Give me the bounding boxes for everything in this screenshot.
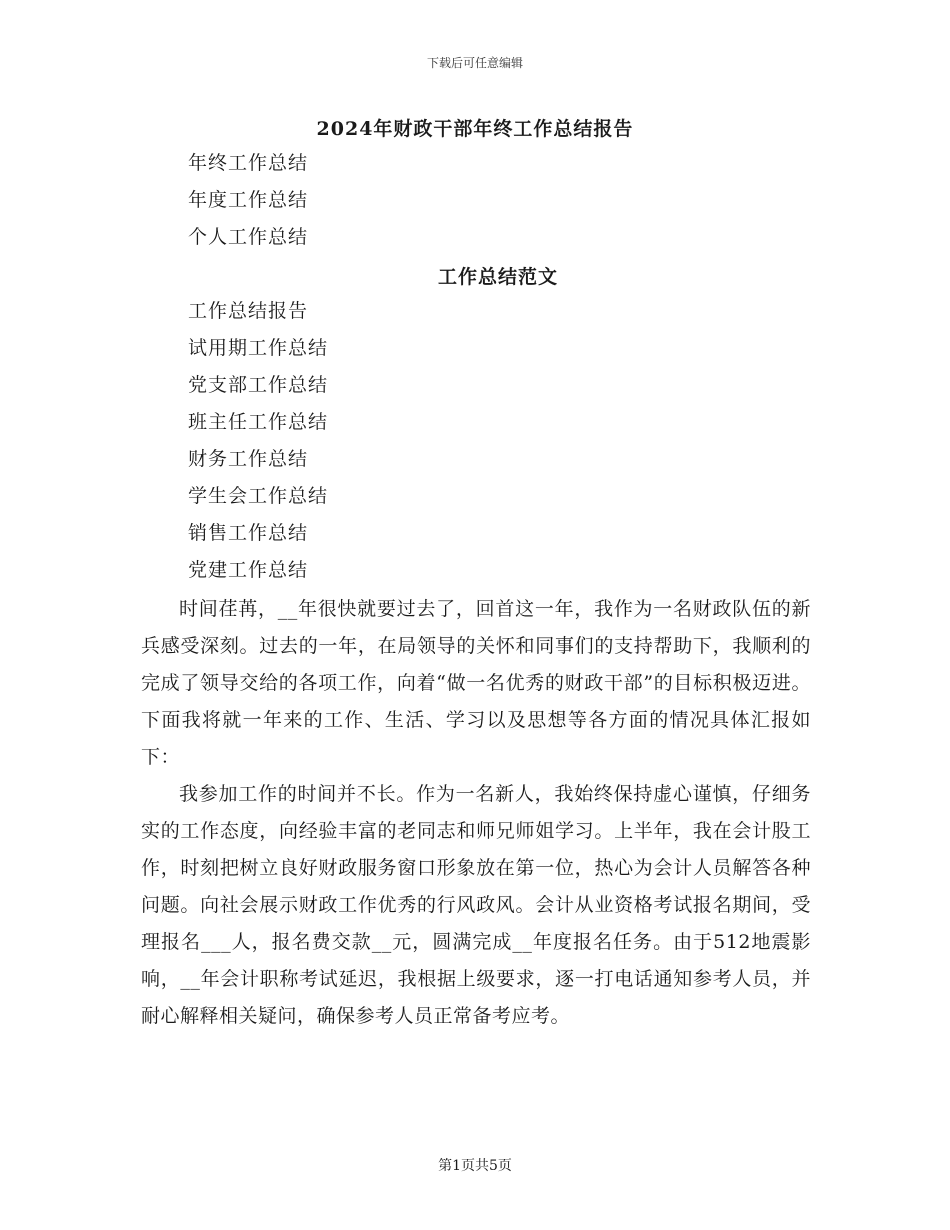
page-number: 第1页共5页: [438, 1158, 512, 1174]
section-subtitle: 工作总结范文: [437, 266, 558, 288]
summary-link-annual[interactable]: 年度工作总结: [188, 189, 309, 211]
summary-link-personal[interactable]: 个人工作总结: [188, 226, 309, 248]
body-paragraph: 时间荏苒，__年很快就要过去了，回首这一年，我作为一名财政队伍的新兵感受深刻。过去的一年，在局领导的关怀和同事们的支持帮助下，我顺利的完成了领导交给的各项工作，向着“做一名优秀的财政干部”的目标积极迈进。下面我将就一年来的工作、生活、学习以及思想等各方面的情况具体汇报如下：: [141, 598, 811, 768]
body-paragraph: 我参加工作的时间并不长。作为一名新人，我始终保持虚心谨慎，仔细务实的工作态度，向经验丰富的老同志和师兄师姐学习。上半年，我在会计股工作，时刻把树立良好财政服务窗口形象放在第一位，热心为会计人员解答各种问题。向社会展示财政工作优秀的行风政风。会计从业资格考试报名期间，受理报名___人，报名费交款__元，圆满完成__年度报名任务。由于512地震影响，__年会计职称考试延迟，我根据上级要求，逐一打电话通知参考人员，并耐心解释相关疑问，确保参考人员正常备考应考。: [141, 783, 811, 1027]
sample-link-student-union[interactable]: 学生会工作总结: [188, 485, 329, 507]
document-title: 2024年财政干部年终工作总结报告: [316, 118, 634, 140]
sample-link-finance[interactable]: 财务工作总结: [188, 448, 309, 470]
sample-links-list: [188, 293, 328, 589]
sample-link-probation[interactable]: 试用期工作总结: [188, 337, 329, 359]
sample-link-head-teacher[interactable]: 班主任工作总结: [188, 411, 329, 433]
sample-link-sales[interactable]: 销售工作总结: [188, 522, 309, 544]
header-note: 下载后可任意编辑: [426, 56, 523, 70]
summary-link-year-end[interactable]: 年终工作总结: [188, 152, 309, 174]
sample-link-party-branch[interactable]: 党支部工作总结: [188, 374, 329, 396]
summary-links-list: [188, 145, 308, 256]
body-text: [141, 591, 811, 1035]
sample-link-report[interactable]: 工作总结报告: [188, 300, 309, 322]
sample-link-party-building[interactable]: 党建工作总结: [188, 559, 309, 581]
